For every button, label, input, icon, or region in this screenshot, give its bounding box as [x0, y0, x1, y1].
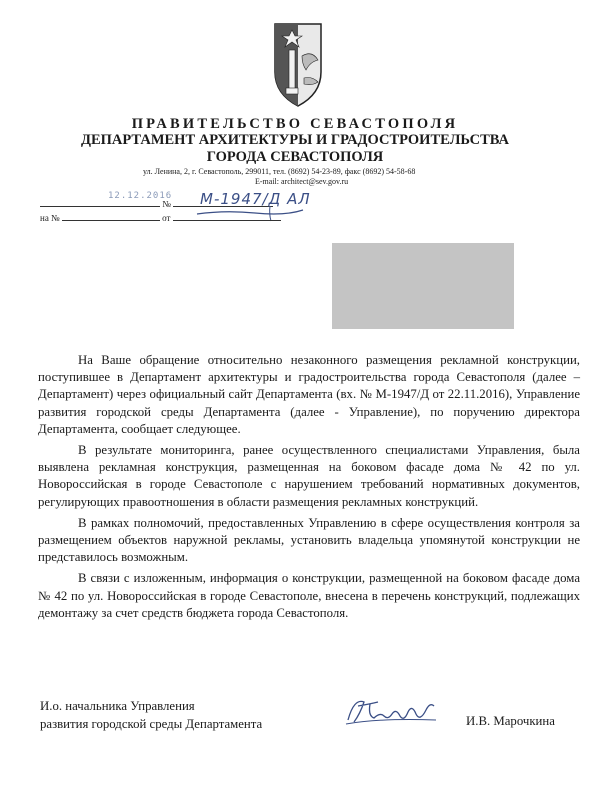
signatory-name: И.В. Марочкина [466, 714, 555, 728]
body-paragraph-2: В результате мониторинга, ранее осуществленного специалистами Управления, была выявлена рекламная конструкция, размещенная на боковом фасаде дома № 42 по ул. Новороссийская в городе Севастополе с нарушением требований нормативных документов, регулирующих правоотношения в области размещения рекламных конструкций. [38, 443, 580, 509]
reply-to-label: на № [40, 213, 60, 223]
position-line-1: И.о. начальника Управления [40, 699, 195, 713]
handwritten-signature-icon [340, 692, 440, 732]
reply-to-field [40, 212, 281, 223]
government-title: ПРАВИТЕЛЬСТВО СЕВАСТОПОЛЯ [131, 116, 459, 132]
body-paragraph-4: В связи с изложенным, информация о конструкции, размещенной на боковом фасаде дома № 42 по ул. Новороссийская в городе Севастополе, внесена в перечень конструкций, подлежащих демонтажу за счет средств бюджета города Севастополя. [38, 571, 580, 620]
address-line: ул. Ленина, 2, г. Севастополь, 299011, тел. (8692) 54-23-89, факс (8692) 54-58-68 [143, 167, 416, 176]
signatory-position [40, 698, 262, 733]
department-city: ГОРОДА СЕВАСТОПОЛЯ [206, 149, 384, 165]
reply-number-line [62, 212, 160, 221]
date-stamp: 12.12.2016 [108, 191, 173, 201]
reply-from-label: от [162, 213, 171, 223]
redacted-addressee [332, 243, 514, 329]
email-line: E-mail: architect@sev.gov.ru [255, 177, 349, 186]
number-label: № [162, 199, 171, 209]
department-title: ДЕПАРТАМЕНТ АРХИТЕКТУРЫ И ГРАДОСТРОИТЕЛЬСТВА [80, 132, 510, 148]
letter-body [38, 352, 580, 626]
reply-date-line [173, 212, 281, 221]
sevastopol-coat-of-arms-icon [272, 20, 324, 108]
handwritten-number: М-1947/Д АЛ [200, 190, 311, 208]
body-paragraph-1: На Ваше обращение относительно незаконного размещения рекламной конструкции, поступившее в Департамент архитектуры и градостроительства города Севастополя (далее – Департамент) через официальный сайт Департамента (вх. № М-1947/Д от 22.11.2016), Управление развития городской среды Департамента (далее - Управление), по поручению директора Департамента, сообщает следующее. [38, 353, 580, 436]
body-paragraph-3: В рамках полномочий, предоставленных Управлению в сфере осуществления контроля за размещением объектов наружной рекламы, установить владельца упомянутой конструкции не представилось возможным. [38, 515, 580, 565]
position-line-2: развития городской среды Департамента [40, 716, 263, 731]
